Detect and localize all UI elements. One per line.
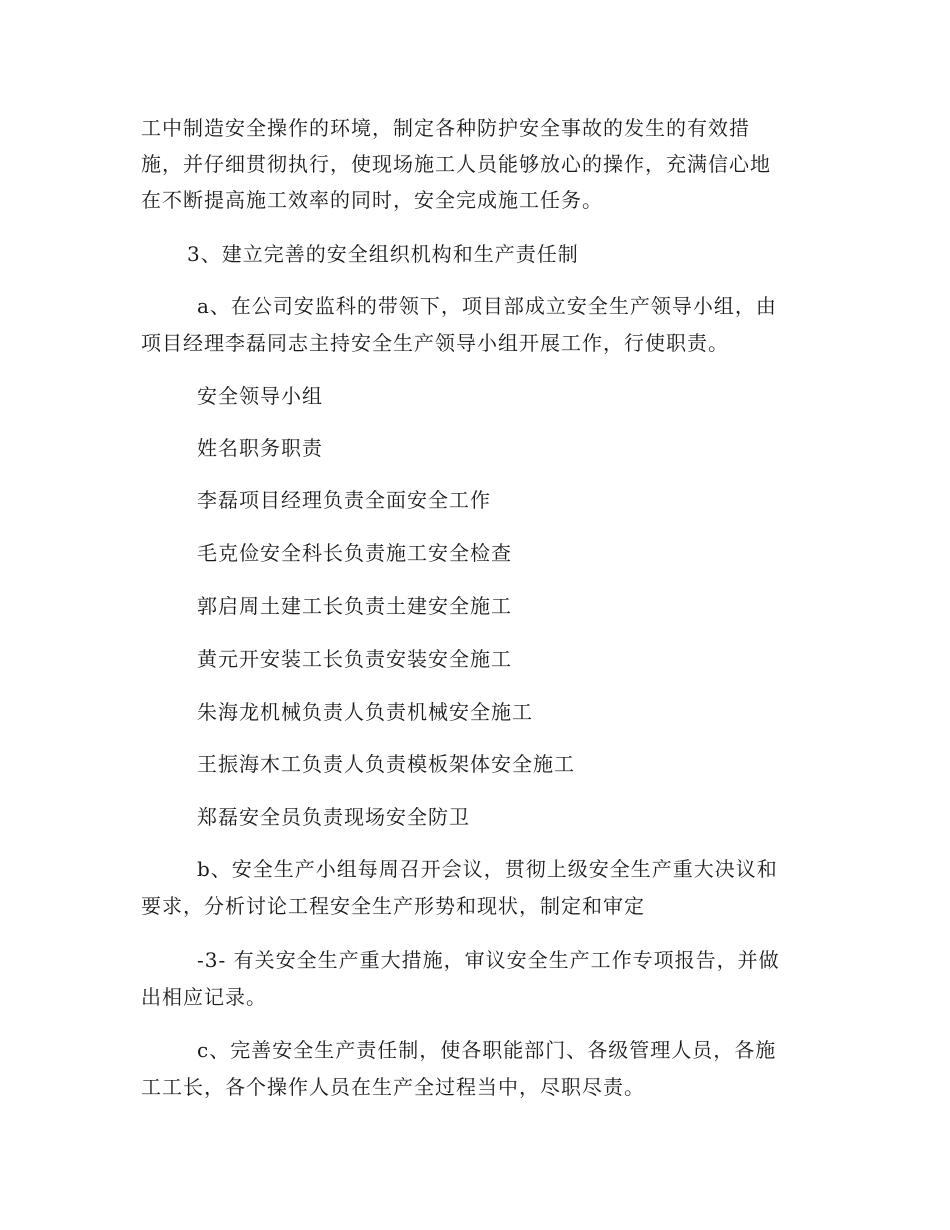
- group-title: 安全领导小组: [197, 384, 323, 408]
- paragraph-line: 工工长，各个操作人员在生产全过程当中，尽职尽责。: [141, 1075, 645, 1099]
- paragraph-line: 施，并仔细贯彻执行，使现场施工人员能够放心的操作，充满信心地: [141, 152, 771, 176]
- paragraph-line: b、安全生产小组每周召开会议，贯彻上级安全生产重大决议和: [197, 857, 778, 881]
- table-header: 姓名职务职责: [197, 436, 323, 460]
- paragraph-line: 工中制造安全操作的环境，制定各种防护安全事故的发生的有效措: [141, 116, 750, 140]
- paragraph-line: 项目经理李磊同志主持安全生产领导小组开展工作，行使职责。: [141, 331, 729, 355]
- paragraph-line: 要求，分析讨论工程安全生产形势和现状，制定和审定: [141, 894, 645, 918]
- section-heading: 3、建立完善的安全组织机构和生产责任制: [187, 242, 579, 266]
- paragraph-line: 出相应记录。: [141, 985, 267, 1009]
- list-item: 朱海龙机械负责人负责机械安全施工: [197, 700, 533, 724]
- paragraph-line: 在不断提高施工效率的同时，安全完成施工任务。: [141, 188, 603, 212]
- list-item: 毛克俭安全科长负责施工安全检查: [197, 541, 512, 565]
- paragraph-line: a、在公司安监科的带领下，项目部成立安全生产领导小组，由: [197, 294, 777, 318]
- list-item: 李磊项目经理负责全面安全工作: [197, 488, 491, 512]
- list-item: 郑磊安全员负责现场安全防卫: [197, 805, 470, 829]
- paragraph-line: -3- 有关安全生产重大措施，审议安全生产工作专项报告，并做: [197, 948, 780, 972]
- list-item: 郭启周土建工长负责土建安全施工: [197, 594, 512, 618]
- list-item: 黄元开安装工长负责安装安全施工: [197, 647, 512, 671]
- paragraph-line: c、完善安全生产责任制，使各职能部门、各级管理人员，各施: [197, 1038, 777, 1062]
- list-item: 王振海木工负责人负责模板架体安全施工: [197, 752, 575, 776]
